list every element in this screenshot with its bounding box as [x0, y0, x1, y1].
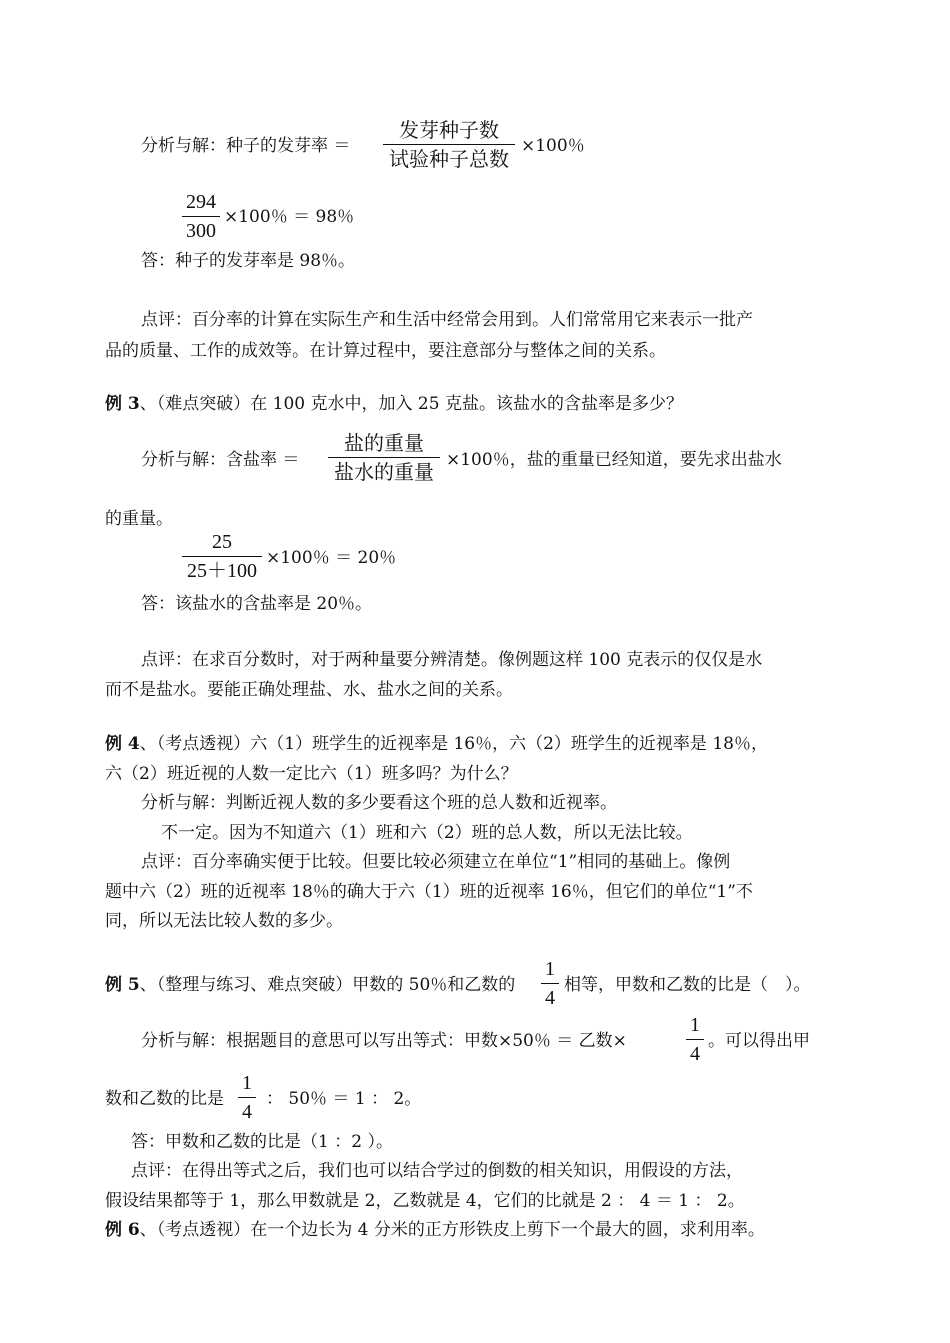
analysis-myopia: 分析与解：判断近视人数的多少要看这个班的总人数和近视率。 — [141, 793, 617, 813]
comment-line: 点评：百分率确实便于比较。但要比较必须建立在单位“1”相同的基础上。像例 — [141, 852, 731, 872]
fraction-denominator: 4 — [545, 987, 555, 1009]
comment-line: 点评：在得出等式之后，我们也可以结合学过的倒数的相关知识，用假设的方法， — [131, 1161, 743, 1181]
example-6-question — [105, 1219, 765, 1241]
answer-germination: 答：种子的发芽率是 98％。 — [141, 251, 356, 271]
comment-line: 点评：百分率的计算在实际生产和生活中经常会用到。人们常常用它来表示一批产 — [141, 310, 753, 330]
comment-line: 品的质量、工作的成效等。在计算过程中，要注意部分与整体之间的关系。 — [105, 341, 666, 361]
answer-salt: 答：该盐水的含盐率是 20％。 — [141, 594, 373, 614]
example-text: 、（难点突破）在 100 克水中，加入 25 克盐。该盐水的含盐率是多少？ — [139, 394, 683, 414]
fraction-one-quarter — [541, 957, 559, 1010]
example-text: 、（考点透视）在一个边长为 4 分米的正方形铁皮上剪下一个最大的圆，求利用率。 — [139, 1220, 765, 1240]
fraction-numerator: 盐的重量 — [344, 431, 424, 455]
example-5-question-start — [105, 974, 515, 996]
fraction-numerator: 1 — [690, 1014, 700, 1036]
example-label: 例 4 — [105, 734, 140, 754]
calculation-result: ×100％ ＝ 98％ — [224, 207, 355, 227]
fraction-bar — [541, 983, 559, 984]
fraction-numerator: 发芽种子数 — [399, 118, 499, 142]
answer-myopia: 不一定。因为不知道六（1）班和六（2）班的总人数，所以无法比较。 — [161, 823, 693, 843]
comment-line: 同，所以无法比较人数的多少。 — [105, 911, 343, 931]
ratio-statement-end: ： 50％ ＝ 1 ： 2。 — [266, 1089, 422, 1109]
analysis-ratio-start: 分析与解：根据题目的意思可以写出等式：甲数×50％ ＝ 乙数× — [141, 1031, 627, 1051]
ratio-statement-start: 数和乙数的比是 — [105, 1089, 224, 1109]
fraction-numerator: 294 — [186, 191, 216, 213]
fraction-one-quarter — [238, 1071, 256, 1124]
analysis-salt-text: ×100％，盐的重量已经知道，要先求出盐水 — [446, 450, 782, 470]
example-4-question-cont: 六（2）班近视的人数一定比六（1）班多吗？为什么？ — [105, 764, 518, 784]
fraction-294-300 — [182, 190, 220, 243]
example-text: 、（考点透视）六（1）班学生的近视率是 16％，六（2）班学生的近视率是 18％， — [139, 734, 768, 754]
analysis-germination-label: 分析与解：种子的发芽率 ＝ — [141, 136, 351, 156]
fraction-denominator: 25＋100 — [187, 560, 257, 582]
fraction-denominator: 4 — [690, 1043, 700, 1065]
example-label: 例 6 — [105, 1220, 140, 1240]
example-5-question-end: 相等，甲数和乙数的比是（ ）。 — [564, 975, 811, 995]
example-label: 例 3 — [105, 394, 140, 414]
fraction-denominator: 盐水的重量 — [334, 460, 434, 484]
fraction-bar — [182, 556, 262, 557]
fraction-one-quarter — [686, 1013, 704, 1066]
comment-line: 点评：在求百分数时，对于两种量要分辨清楚。像例题这样 100 克表示的仅仅是水 — [141, 650, 763, 670]
example-text: 、（整理与练习、难点突破）甲数的 50％和乙数的 — [139, 975, 516, 995]
analysis-salt-label: 分析与解：含盐率 ＝ — [141, 450, 300, 470]
multiplier-text: ×100％ — [521, 136, 585, 156]
fraction-bar — [686, 1039, 704, 1040]
example-label: 例 5 — [105, 975, 140, 995]
fraction-25-over-125 — [182, 530, 262, 583]
analysis-ratio-end: 。可以得出甲 — [708, 1031, 810, 1051]
example-4-question — [105, 733, 768, 755]
fraction-denominator: 4 — [242, 1101, 252, 1123]
comment-line: 题中六（2）班的近视率 18％的确大于六（1）班的近视率 16％，但它们的单位“1”不 — [105, 882, 753, 902]
fraction-numerator: 1 — [242, 1072, 252, 1094]
answer-ratio: 答：甲数和乙数的比是（1 ：2 ）。 — [131, 1132, 393, 1152]
fraction-bar — [182, 216, 220, 217]
fraction-bar — [383, 144, 515, 145]
fraction-germination-formula — [383, 118, 515, 171]
example-3-question — [105, 393, 683, 415]
comment-line: 假设结果都等于 1，那么甲数就是 2，乙数就是 4，它们的比就是 2 ： 4 ＝ 1 ： 2。 — [105, 1191, 745, 1211]
fraction-numerator: 25 — [212, 531, 232, 553]
fraction-denominator: 300 — [186, 220, 216, 242]
comment-line: 而不是盐水。要能正确处理盐、水、盐水之间的关系。 — [105, 680, 513, 700]
analysis-salt-continuation: 的重量。 — [105, 509, 173, 529]
fraction-denominator: 试验种子总数 — [389, 147, 509, 171]
fraction-salt-formula — [328, 431, 440, 484]
fraction-bar — [238, 1097, 256, 1098]
fraction-bar — [328, 457, 440, 458]
calculation-result: ×100％ ＝ 20％ — [266, 548, 397, 568]
fraction-numerator: 1 — [545, 958, 555, 980]
